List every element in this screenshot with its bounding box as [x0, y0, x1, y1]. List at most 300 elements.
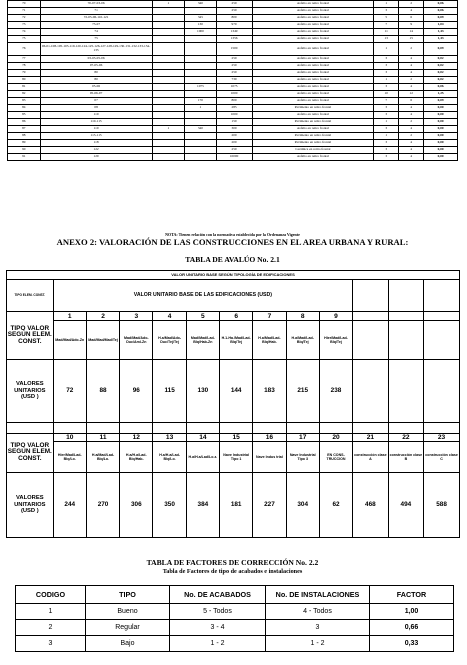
table-cell: 118: [40, 140, 152, 147]
table-cell: 0,06: [424, 84, 458, 91]
table-cell: 7: [374, 98, 399, 105]
table-cell: [152, 119, 185, 126]
table-cell: 970: [216, 22, 252, 29]
unit-value: 62: [319, 472, 352, 537]
tabla-title: TABLA DE AVALÚO No. 2.1: [185, 255, 280, 264]
table-cell: 3: [374, 105, 399, 112]
table-cell: 1000: [216, 91, 252, 98]
table-cell: 1356: [216, 36, 252, 43]
table-cell: 0,00: [424, 154, 458, 161]
unit-value: 181: [220, 472, 253, 537]
type-code: 8: [286, 312, 319, 321]
type-code: 15: [220, 433, 253, 442]
table-cell: 4: [399, 154, 424, 161]
table-cell: 250: [216, 56, 252, 63]
table-cell: Pavimento en retiro frontal: [252, 140, 374, 147]
type-description: Hier/Mad/Lad-Blq/Lo.: [53, 442, 86, 472]
table-cell: 250: [216, 147, 252, 154]
table-cell: 0,00: [424, 119, 458, 126]
table-cell: 1: [374, 119, 399, 126]
table-cell: 3: [374, 126, 399, 133]
table-cell: 2: [399, 43, 424, 56]
table-cell: 72-05-06-110-121: [40, 15, 152, 22]
table-cell: 0,09: [424, 43, 458, 56]
table-cell: 0,00: [424, 112, 458, 119]
factor-row: [16, 604, 454, 620]
table-cell: 1,04: [424, 22, 458, 29]
table-cell: Asfalto en retiro frontal: [252, 8, 374, 15]
valores-label-1: VALORES UNITARIOS (USD ): [7, 359, 54, 422]
table-cell: 0,00: [424, 105, 458, 112]
table-cell: 74: [8, 29, 41, 36]
table-cell: [185, 91, 217, 98]
table-cell: 130: [185, 22, 217, 29]
table-cell: 0,00: [424, 133, 458, 140]
table-cell: 82: [8, 91, 41, 98]
table-cell: 4: [399, 105, 424, 112]
table-cell: [152, 56, 185, 63]
table-cell: 86: [8, 119, 41, 126]
table-cell: 85: [8, 112, 41, 119]
table-cell: [152, 15, 185, 22]
factor-cell: 1 - 2: [170, 636, 266, 652]
table-cell: 1500: [216, 43, 252, 56]
table-cell: 200: [216, 133, 252, 140]
table-cell: Asfalto en retiro frontal: [252, 91, 374, 98]
type-description: H.1-Ha./Mad/Lad-Blq/Tej: [220, 320, 253, 359]
type-description: Nave Industrial Tipo 1: [220, 442, 253, 472]
table-cell: Asfalto en retiro frontal: [252, 22, 374, 29]
table-row: [8, 56, 458, 63]
table-cell: 10000: [216, 154, 252, 161]
table-row: [8, 133, 458, 140]
table-cell: Asfalto en retiro frontal: [252, 84, 374, 91]
table-cell: Asfalto en retiro frontal: [252, 77, 374, 84]
type-code: 14: [186, 433, 219, 442]
table-cell: 1,25: [424, 91, 458, 98]
table-cell: 3: [374, 154, 399, 161]
table-cell: [152, 29, 185, 36]
type-code: 21: [353, 433, 389, 442]
table-cell: [185, 56, 217, 63]
table-cell: [152, 22, 185, 29]
unit-value: 115: [153, 359, 186, 422]
type-description: Mad/Mad/Mad/Tej: [86, 320, 119, 359]
tipo-label-2: TIPO VALOR SEGÚN ELEM. CONST.: [7, 433, 54, 472]
table-row: [8, 140, 458, 147]
table-cell: 12: [399, 91, 424, 98]
table-cell: 90: [8, 147, 41, 154]
table-cell: [185, 154, 217, 161]
table-cell: 0,02: [424, 56, 458, 63]
table-cell: 113-115: [40, 133, 152, 140]
table-cell: [185, 8, 217, 15]
table-row: [8, 63, 458, 70]
table-cell: 0,02: [424, 63, 458, 70]
type-code: 9: [319, 312, 352, 321]
table-row: [8, 112, 458, 119]
table-cell: 73-07: [40, 22, 152, 29]
table-cell: Asfalto en retiro frontal: [252, 112, 374, 119]
type-description: H.a/H.a/Lad/Lo.z.: [186, 442, 219, 472]
factor-cell: 0,33: [370, 636, 454, 652]
factor-cell: 1 - 2: [266, 636, 370, 652]
table-cell: [185, 112, 217, 119]
table-cell: 05-06-07: [40, 91, 152, 98]
table-cell: 70-07-03-06: [40, 1, 152, 8]
factor-cell: 3 - 4: [170, 620, 266, 636]
type-code: 23: [424, 433, 460, 442]
table-row: [8, 8, 458, 15]
factor-cell: 1: [16, 604, 86, 620]
table-cell: 74: [40, 29, 152, 36]
table-cell: 1: [374, 43, 399, 56]
table-cell: 1: [374, 77, 399, 84]
unit-value: 494: [388, 472, 424, 537]
table-row: [8, 126, 458, 133]
table-cell: 7: [374, 22, 399, 29]
table-cell: 0,02: [424, 77, 458, 84]
unit-value: 306: [120, 472, 153, 537]
table-cell: 07-05-06: [40, 63, 152, 70]
table-cell: 3: [374, 147, 399, 154]
grid-main-header: VALOR UNITARIO BASE SEGÚN TIPOLOGÍA DE EDIFICACIONES: [7, 271, 460, 280]
type-code: 11: [86, 433, 119, 442]
table-cell: Cerámica en retiro frontal: [252, 147, 374, 154]
table-cell: Pavimento en retiro frontal: [252, 119, 374, 126]
table-cell: 6: [399, 98, 424, 105]
type-code: 13: [153, 433, 186, 442]
table-cell: 1000: [185, 29, 217, 36]
type-code: 5: [186, 312, 219, 321]
table-cell: 06-01-108-105-103-119-120-124-125-126-127-128-129-130-131-132-133-134-135: [40, 43, 152, 56]
table-cell: 1000: [216, 112, 252, 119]
type-description: Mad/Mad/Ado-Duc/Aml-Zn: [120, 320, 153, 359]
table-cell: [185, 133, 217, 140]
table-row: [8, 84, 458, 91]
table-cell: 79: [8, 70, 41, 77]
unit-value: 96: [120, 359, 153, 422]
table-cell: [185, 140, 217, 147]
unit-value: 350: [153, 472, 186, 537]
table-cell: 4: [399, 147, 424, 154]
table-cell: 285: [216, 105, 252, 112]
table-cell: 300: [216, 126, 252, 133]
unit-value: 238: [319, 359, 352, 422]
factor-cell: Regular: [86, 620, 170, 636]
table-row: [8, 147, 458, 154]
table-cell: 08: [40, 105, 152, 112]
type-code: 2: [86, 312, 119, 321]
table-row: [8, 15, 458, 22]
table-cell: [152, 105, 185, 112]
table-row: [8, 29, 458, 36]
table-cell: [152, 98, 185, 105]
type-code: 10: [53, 433, 86, 442]
factor-header: TIPO: [86, 586, 170, 604]
unit-value: 130: [186, 359, 219, 422]
type-code: 17: [286, 433, 319, 442]
table-cell: 80: [8, 77, 41, 84]
type-description: EN CONS-TRUCCION: [319, 442, 352, 472]
factor-cell: 3: [266, 620, 370, 636]
unit-value: 88: [86, 359, 119, 422]
table-cell: 75: [8, 36, 41, 43]
table-row: [8, 22, 458, 29]
table-cell: [152, 147, 185, 154]
table-cell: 340: [185, 126, 217, 133]
table-cell: 110: [40, 126, 152, 133]
table-cell: 110: [40, 112, 152, 119]
table-cell: 250: [216, 1, 252, 8]
table-cell: 1: [152, 126, 185, 133]
table-cell: 150: [216, 119, 252, 126]
table-cell: 77: [8, 56, 41, 63]
table-cell: 07: [40, 98, 152, 105]
table-cell: 0,00: [424, 140, 458, 147]
factor-row: [16, 620, 454, 636]
table-cell: 71: [8, 8, 41, 15]
table-cell: 4: [399, 84, 424, 91]
table-cell: [152, 140, 185, 147]
table-cell: [185, 36, 217, 43]
unit-value: 227: [253, 472, 286, 537]
table-cell: [152, 84, 185, 91]
table-cell: 89: [8, 140, 41, 147]
table-cell: 14: [399, 29, 424, 36]
type-description: Nave Industrial Tipo 3: [286, 442, 319, 472]
type-code: 22: [388, 433, 424, 442]
table-cell: [185, 43, 217, 56]
table-cell: 2: [399, 77, 424, 84]
table-cell: 2: [399, 119, 424, 126]
table-cell: 345: [185, 15, 217, 22]
table-cell: 10: [374, 91, 399, 98]
factor-header: No. DE ACABADOS: [170, 586, 266, 604]
table-row: [8, 154, 458, 161]
table-cell: 3: [374, 63, 399, 70]
table-cell: Pavimento en retiro frontal: [252, 133, 374, 140]
table-cell: 0,06: [424, 8, 458, 15]
table-cell: 800: [216, 15, 252, 22]
grid-corner-label: TIPO ELEM. CONST.: [7, 279, 54, 312]
table-cell: 4: [399, 63, 424, 70]
table-cell: 1,43: [424, 29, 458, 36]
table-row: [8, 43, 458, 56]
table-cell: 1: [185, 105, 217, 112]
table-cell: 03-03-05-06: [40, 56, 152, 63]
table-row: [8, 70, 458, 77]
type-code: 12: [120, 433, 153, 442]
table-cell: 730: [216, 77, 252, 84]
table-cell: [152, 8, 185, 15]
table-cell: Asfalto en retiro frontal: [252, 63, 374, 70]
table-cell: Asfalto en retiro frontal: [252, 70, 374, 77]
table-cell: 88: [8, 133, 41, 140]
unit-value: 588: [424, 472, 460, 537]
unit-value: 468: [353, 472, 389, 537]
table-cell: 170: [185, 98, 217, 105]
table-cell: [152, 133, 185, 140]
table-cell: Asfalto en retiro frontal: [252, 29, 374, 36]
table-cell: [152, 63, 185, 70]
table-cell: 250: [216, 63, 252, 70]
factor-table: [15, 585, 454, 652]
table-cell: 0,09: [424, 98, 458, 105]
table-cell: [152, 70, 185, 77]
table-cell: 1: [374, 1, 399, 8]
table-cell: 4: [399, 56, 424, 63]
table-cell: 73: [8, 22, 41, 29]
factor-table-title: TABLA DE FACTORES DE CORRECCIÓN No. 2.2: [146, 558, 319, 567]
table-cell: 2: [399, 1, 424, 8]
table-row: [8, 119, 458, 126]
type-code: 16: [253, 433, 286, 442]
unit-value: 144: [220, 359, 253, 422]
table-cell: 4: [399, 8, 424, 15]
table-cell: 76: [8, 43, 41, 56]
factor-cell: Bajo: [86, 636, 170, 652]
table-cell: 1: [374, 133, 399, 140]
table-cell: Asfalto en retiro frontal: [252, 126, 374, 133]
table-cell: 11: [374, 29, 399, 36]
table-cell: 250: [216, 70, 252, 77]
factor-header: FACTOR: [370, 586, 454, 604]
factor-table-subtitle: Tabla de Factores de tipo de acabados e instalaciones: [162, 568, 303, 575]
table-cell: Asfalto en retiro frontal: [252, 98, 374, 105]
tipo-label-1: TIPO VALOR SEGÚN ELEM. CONST.: [7, 312, 54, 360]
table-cell: 250: [216, 8, 252, 15]
type-description: construcción clase B: [388, 442, 424, 472]
unit-value: 183: [253, 359, 286, 422]
table-cell: 0,02: [424, 70, 458, 77]
type-description: Nave Indus trial: [253, 442, 286, 472]
valores-label-2: VALORES UNITARIOS (USD ): [7, 472, 54, 537]
factor-header: No. DE INSTALACIONES: [266, 586, 370, 604]
type-code: 4: [153, 312, 186, 321]
table-cell: 4: [399, 112, 424, 119]
table-cell: [185, 70, 217, 77]
table-cell: 0,00: [424, 126, 458, 133]
valuation-grid: [6, 270, 460, 538]
unit-value: 244: [53, 472, 86, 537]
table-cell: Asfalto en retiro frontal: [252, 36, 374, 43]
table-cell: 1075: [216, 84, 252, 91]
table-cell: 3: [374, 8, 399, 15]
table-cell: [185, 63, 217, 70]
annex-title: ANEXO 2: VALORACIÓN DE LAS CONSTRUCCIONES EN EL AREA URBANA Y RURAL:: [56, 237, 409, 247]
table-cell: 4: [399, 70, 424, 77]
table-cell: 80: [40, 77, 152, 84]
top-data-table: [7, 0, 458, 161]
unit-value: 304: [286, 472, 319, 537]
table-cell: 120: [40, 154, 152, 161]
table-cell: 122: [40, 147, 152, 154]
table-cell: 72: [8, 15, 41, 22]
type-code: 20: [319, 433, 352, 442]
table-cell: 05-06: [40, 84, 152, 91]
factor-cell: 2: [16, 620, 86, 636]
factor-cell: Bueno: [86, 604, 170, 620]
type-description: H.a/Mad/Lad-Blq/Hab.: [253, 320, 286, 359]
table-cell: [152, 36, 185, 43]
table-cell: 3: [374, 70, 399, 77]
table-row: [8, 105, 458, 112]
table-cell: 70: [8, 1, 41, 8]
table-cell: 91: [8, 154, 41, 161]
table-cell: 3: [374, 56, 399, 63]
table-cell: 340: [185, 1, 217, 8]
type-description: H.a/Mad/Lad-Blq/Lo.: [86, 442, 119, 472]
table-cell: [185, 77, 217, 84]
table-cell: Asfalto en retiro frontal: [252, 43, 374, 56]
table-cell: 3: [374, 140, 399, 147]
type-description: H.a/H.a/Lad-Blq/Hab-: [120, 442, 153, 472]
table-cell: Pavimento en retiro frontal: [252, 105, 374, 112]
table-cell: 3: [374, 84, 399, 91]
table-cell: 4: [399, 126, 424, 133]
unit-value: 384: [186, 472, 219, 537]
table-cell: 80: [40, 70, 152, 77]
factor-cell: 5 - Todos: [170, 604, 266, 620]
table-row: [8, 36, 458, 43]
table-cell: [152, 91, 185, 98]
table-cell: [152, 112, 185, 119]
unit-value: 72: [53, 359, 86, 422]
factor-cell: 4 - Todos: [266, 604, 370, 620]
table-cell: [152, 154, 185, 161]
type-code: 1: [53, 312, 86, 321]
factor-row: [16, 636, 454, 652]
type-description: H.a/Mad/Ado-Duc/Tej/Tej: [153, 320, 186, 359]
table-cell: 81: [8, 84, 41, 91]
table-row: [8, 77, 458, 84]
table-cell: [152, 43, 185, 56]
table-cell: 84: [8, 105, 41, 112]
table-cell: Asfalto en retiro frontal: [252, 56, 374, 63]
table-cell: 200: [216, 140, 252, 147]
table-note: NOTA: Tienen relación con la normativa establecida por la Ordenanza Vigente: [165, 232, 300, 237]
type-description: construcción clase A: [353, 442, 389, 472]
factor-cell: 0,66: [370, 620, 454, 636]
table-row: [8, 91, 458, 98]
table-cell: 1: [152, 1, 185, 8]
table-cell: 1075: [185, 84, 217, 91]
table-cell: 87: [8, 126, 41, 133]
table-cell: 9: [399, 22, 424, 29]
table-cell: Asfalto en retiro frontal: [252, 154, 374, 161]
table-cell: [152, 77, 185, 84]
table-cell: 0,09: [424, 15, 458, 22]
type-code: 6: [220, 312, 253, 321]
table-cell: 800: [216, 98, 252, 105]
type-description: H.a/Mad/Lad-Blq/Tej: [286, 320, 319, 359]
table-cell: 5: [374, 15, 399, 22]
unit-value: 270: [86, 472, 119, 537]
factor-cell: 3: [16, 636, 86, 652]
type-description: Mad/Mad/Ado-Zn: [53, 320, 86, 359]
table-cell: 6: [399, 15, 424, 22]
table-cell: 4: [399, 140, 424, 147]
type-description: H.a/H.a/Lad-Blq/Lo.: [153, 442, 186, 472]
factor-cell: 1,00: [370, 604, 454, 620]
table-cell: 71: [40, 8, 152, 15]
table-row: [8, 1, 458, 8]
table-cell: 83: [8, 98, 41, 105]
table-row: [8, 98, 458, 105]
table-cell: [185, 147, 217, 154]
table-cell: 75: [40, 36, 152, 43]
